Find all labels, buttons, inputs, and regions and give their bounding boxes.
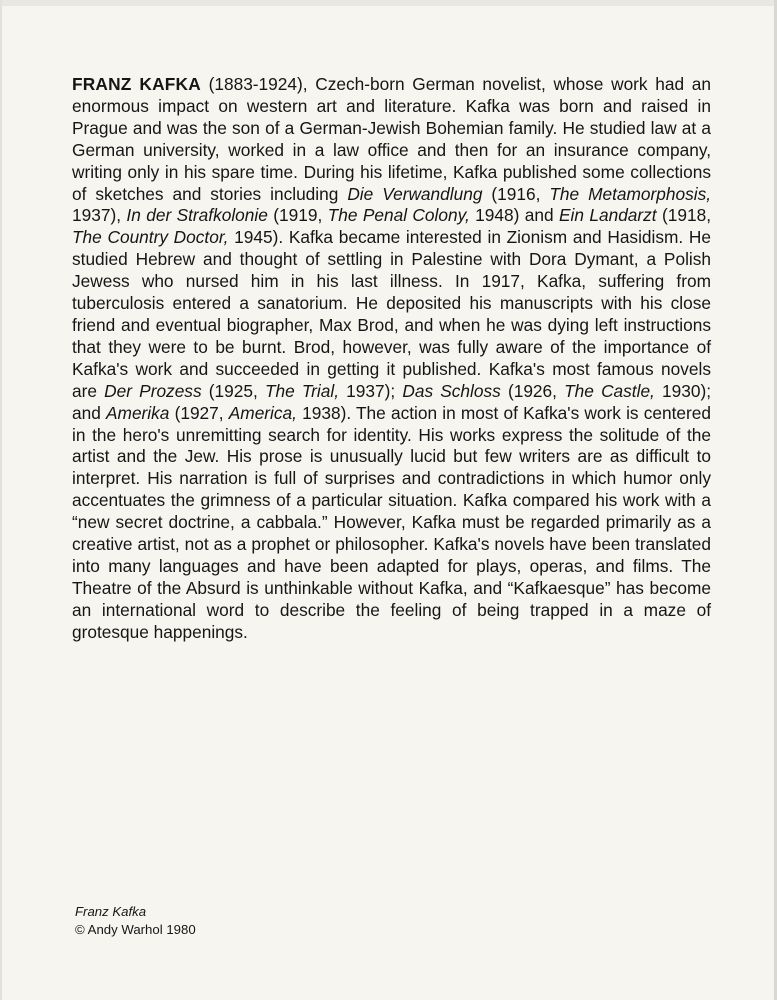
bio-text: (1918, — [656, 205, 712, 226]
work-title: Das Schloss — [402, 380, 501, 401]
work-title: Ein Landarzt — [558, 205, 657, 226]
work-title: Der Prozess — [104, 380, 202, 401]
bio-text: 1948) and — [469, 205, 559, 226]
page-edge-top — [0, 0, 777, 6]
caption-title: Franz Kafka — [75, 904, 147, 919]
bio-text: (1916, — [482, 183, 550, 204]
biography-paragraph — [72, 74, 711, 644]
subject-name: FRANZ KAFKA — [72, 74, 201, 94]
work-title: The Trial, — [264, 380, 340, 401]
work-title: In der Strafkolonie — [126, 205, 268, 226]
bio-text: 1945). Kafka became interested in Zionism and Hasidism. He studied Hebrew and thought of settling in Palestine with Dora Dymant, a Polish Jewess who nursed him in his last illness. In 1917, Kafka, suffering from tuberculosis entered a sanatorium. He deposited his manuscripts with his close friend and eventual biographer, Max Brod, and when he was dying left instructions that they were to be burnt. Brod, however, was fully aware of the importance of Kafka's work and succeeded in getting it published. Kafka's most famous novels are — [72, 227, 711, 401]
bio-text: 1930); and — [72, 380, 712, 423]
bio-text: (1927, — [169, 402, 229, 423]
work-title: The Metamorphosis, — [549, 183, 712, 204]
bio-text: 1937); — [339, 380, 403, 401]
bio-text: (1919, — [267, 205, 328, 226]
bio-text: 1938). The action in most of Kafka's work is centered in the hero's unremitting search for identity. His works express the solitude of the artist and the Jew. His prose is unusually lucid but few writers are as difficult to interpret. His narration is full of surprises and contradictions in which humor only accentuates the grimness of a particular situation. Kafka compared his work with a “new secret doctrine, a cabbala.” However, Kafka must be regarded primarily as a creative artist, not as a prophet or philosopher. Kafka's novels have been translated into many languages and have been adapted for plays, operas, and films. The Theatre of the Absurd is unthinkable without Kafka, and “Kafkaesque” has become an international word to describe the feeling of being trapped in a maze of grotesque happenings. — [72, 402, 711, 642]
work-title: The Penal Colony, — [327, 205, 470, 226]
work-title: The Country Doctor, — [72, 227, 229, 248]
bio-text: (1883-1924), Czech-born German novelist, whose work had an enormous impact on western art and literature. Kafka was born and raised in Prague and was the son of a German-Jewish Bohemian family. He studied law at a German university, worked in a law office and then for an insurance company, writing only in his spare time. During his lifetime, Kafka published some collections of sketches and stories including — [72, 74, 711, 204]
work-title: The Castle, — [564, 380, 655, 401]
work-title: America, — [228, 402, 297, 423]
work-title: Amerika — [106, 402, 170, 423]
page-edge-left — [0, 0, 2, 1000]
caption-copyright: © Andy Warhol 1980 — [75, 921, 196, 937]
bio-text: 1937), — [72, 205, 127, 226]
work-title: Die Verwandlung — [347, 183, 483, 204]
bio-text: (1926, — [500, 380, 565, 401]
bio-text: (1925, — [201, 380, 265, 401]
artwork-caption — [75, 903, 196, 938]
